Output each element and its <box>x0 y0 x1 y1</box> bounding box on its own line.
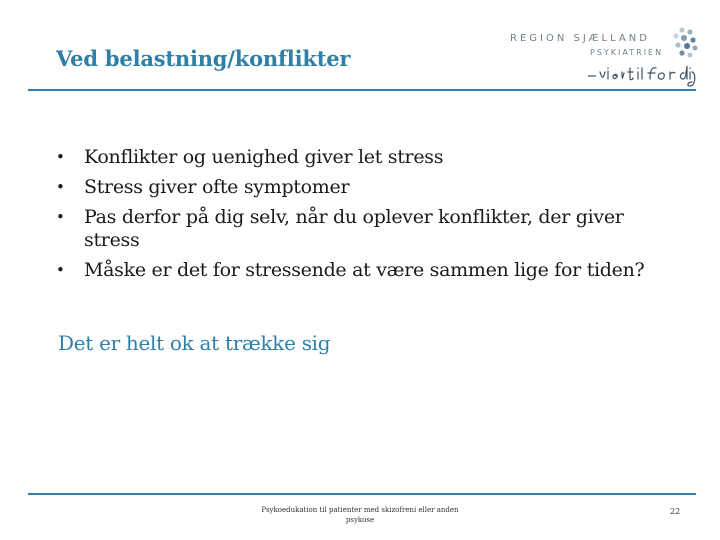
bullet-marker: • <box>56 261 65 279</box>
footer-text: Psykoedukation til patienter med skizofreni eller anden psykose <box>261 506 459 524</box>
bullet-text: Konflikter og uenighed giver let stress <box>84 146 444 168</box>
closing-note: Det er helt ok at trække sig <box>58 331 331 355</box>
list-item <box>56 259 676 282</box>
bullet-marker: • <box>56 208 65 226</box>
slide-title: Ved belastning/konflikter <box>56 46 351 71</box>
list-item <box>56 146 676 169</box>
logo-name: REGION SJÆLLAND <box>510 33 650 44</box>
footer-divider <box>28 493 696 495</box>
list-item <box>56 206 676 252</box>
bullet-text: Måske er det for stressende at være sammen lige for tiden? <box>84 259 645 281</box>
page-number: 22 <box>670 507 681 516</box>
logo-subtitle: PSYKIATRIEN <box>590 48 664 57</box>
bullet-list <box>56 146 676 289</box>
bullet-marker: • <box>56 178 65 196</box>
bullet-text: Pas derfor på dig selv, når du oplever konflikter, der giver stress <box>84 206 624 251</box>
list-item <box>56 176 676 199</box>
logo-slogan <box>586 62 696 92</box>
bullet-text: Stress giver ofte symptomer <box>84 176 350 198</box>
logo-dots-icon <box>668 26 698 60</box>
bullet-marker: • <box>56 148 65 166</box>
region-sjaelland-logo <box>508 26 698 88</box>
header-divider <box>28 89 696 91</box>
